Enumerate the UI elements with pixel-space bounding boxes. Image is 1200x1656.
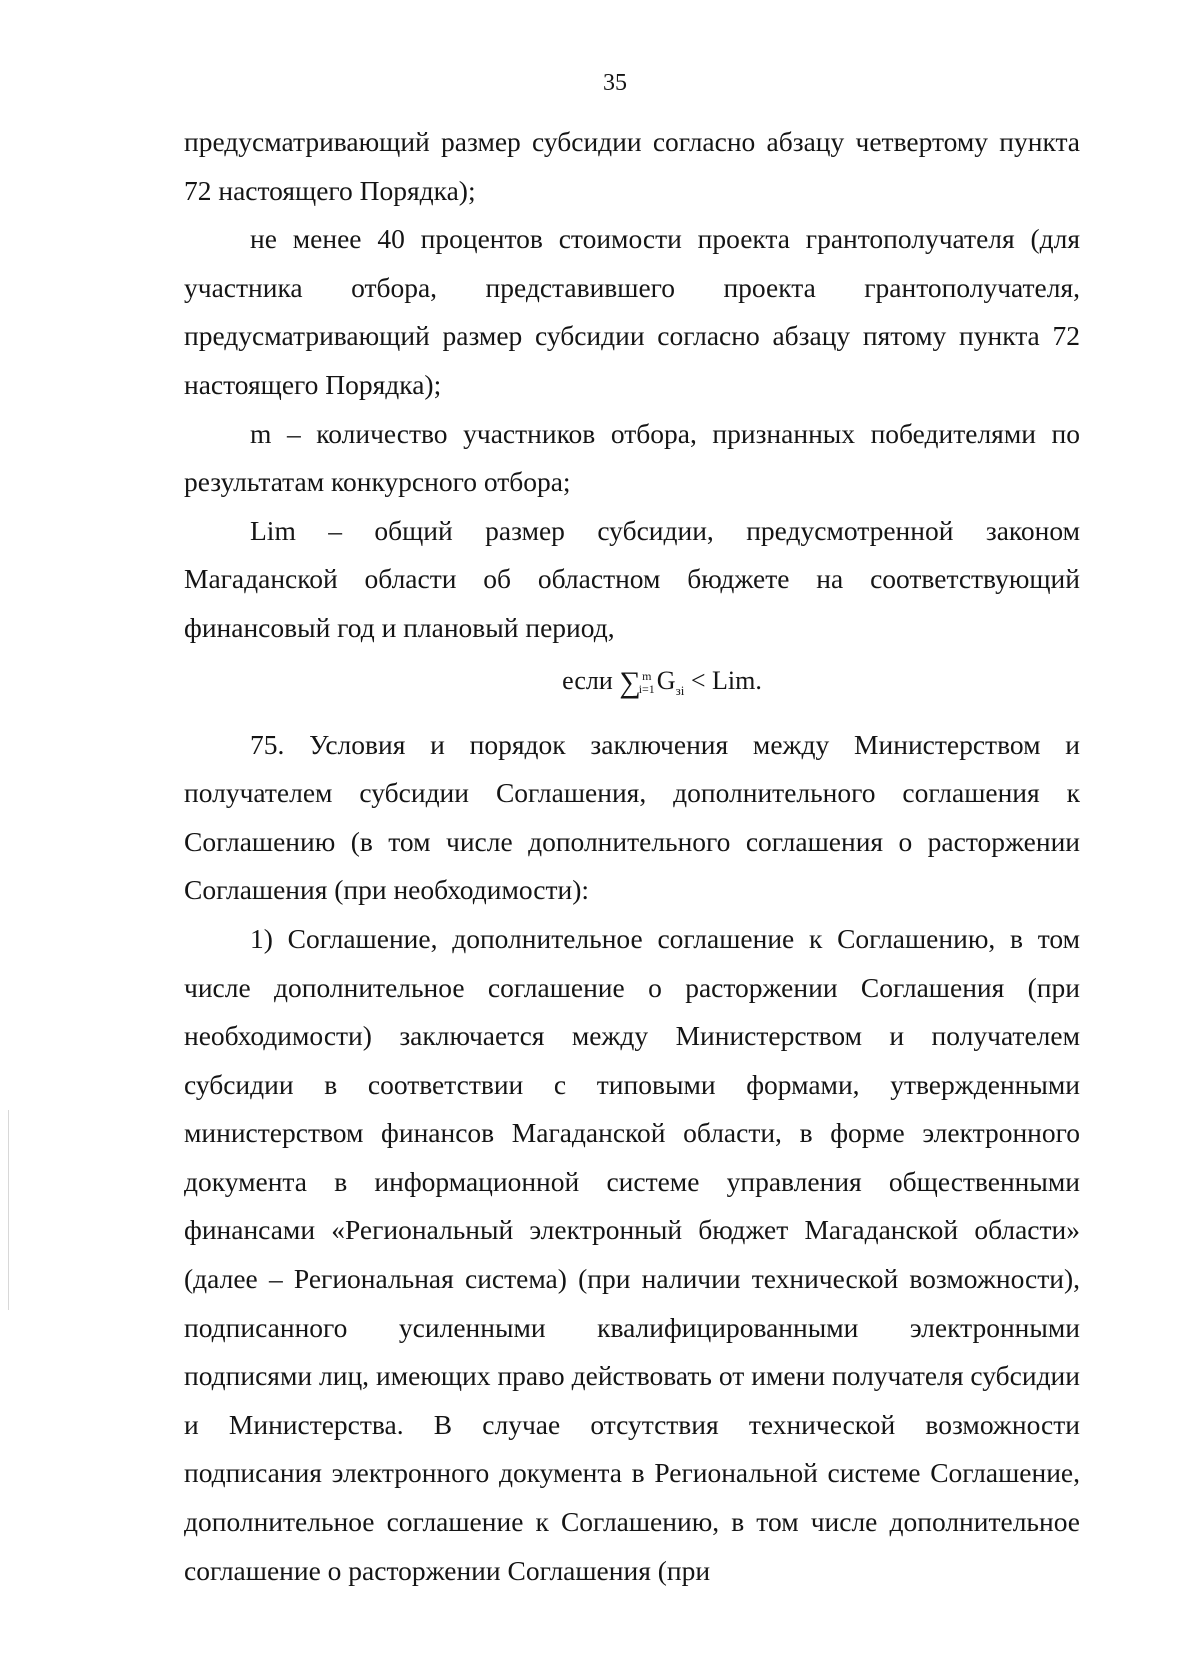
paragraph-m-definition: m – количество участников отбора, признанных победителями по результатам конкурсного отбора; (184, 417, 1080, 498)
sum-limits (639, 670, 655, 696)
paragraph-grant-share: не менее 40 процентов стоимости проекта грантополучателя (для участника отбора, представившего проекта грантополучателя, предусматривающий размер субсидии согласно абзацу пятому пункта 72 настоящего Порядка); (184, 223, 1080, 400)
paragraph-lim-definition: Lim – общий размер субсидии, предусмотренной законом Магаданской области об областном бюджете на соответствующий финансовый год и плановый период, (184, 514, 1080, 643)
sum-lower-limit: i=1 (638, 681, 655, 696)
formula-subscript: зi (675, 682, 685, 698)
scan-edge-line (8, 1110, 9, 1310)
page-number: 35 (603, 70, 627, 96)
formula-variable: G (656, 665, 676, 695)
sigma-symbol: ∑ (619, 665, 641, 699)
formula-relation: < Lim (690, 665, 756, 695)
document-body (184, 118, 1080, 1595)
paragraph-75-item-1: 1) Соглашение, дополнительное соглашение к Соглашению, в том числе дополнительное соглашение о расторжении Соглашения (при необходимости) заключается между Министерством и получателем субсидии в соответствии с типовыми формами, утвержденными министерством финансов Магаданской области, в форме электронного документа в информационной системе управления общественными финансами «Региональный электронный бюджет Магаданской области» (далее – Региональная система) (при наличии технической возможности), подписанного усиленными квалифицированными электронными подписями лиц, имеющих право действовать от имени получателя субсидии и Министерства. В случае отсутствия технической возможности подписания электронного документа в Региональной системе Соглашение, дополнительное соглашение к Соглашению, в том числе дополнительное соглашение о расторжении Соглашения (при (184, 922, 1080, 1586)
formula-prefix: если (562, 665, 613, 695)
sum-condition-formula (184, 655, 1080, 717)
paragraph-75: 75. Условия и порядок заключения между Министерством и получателем субсидии Соглашения, дополнительного соглашения к Соглашению (в том числе дополнительного соглашения о расторжении Соглашения (при необходимости): (184, 728, 1080, 906)
sum-upper-limit: m (642, 668, 652, 683)
formula-end: . (755, 665, 762, 695)
paragraph-continuation: предусматривающий размер субсидии согласно абзацу четвертому пункта 72 настоящего Порядка); (184, 126, 1080, 206)
